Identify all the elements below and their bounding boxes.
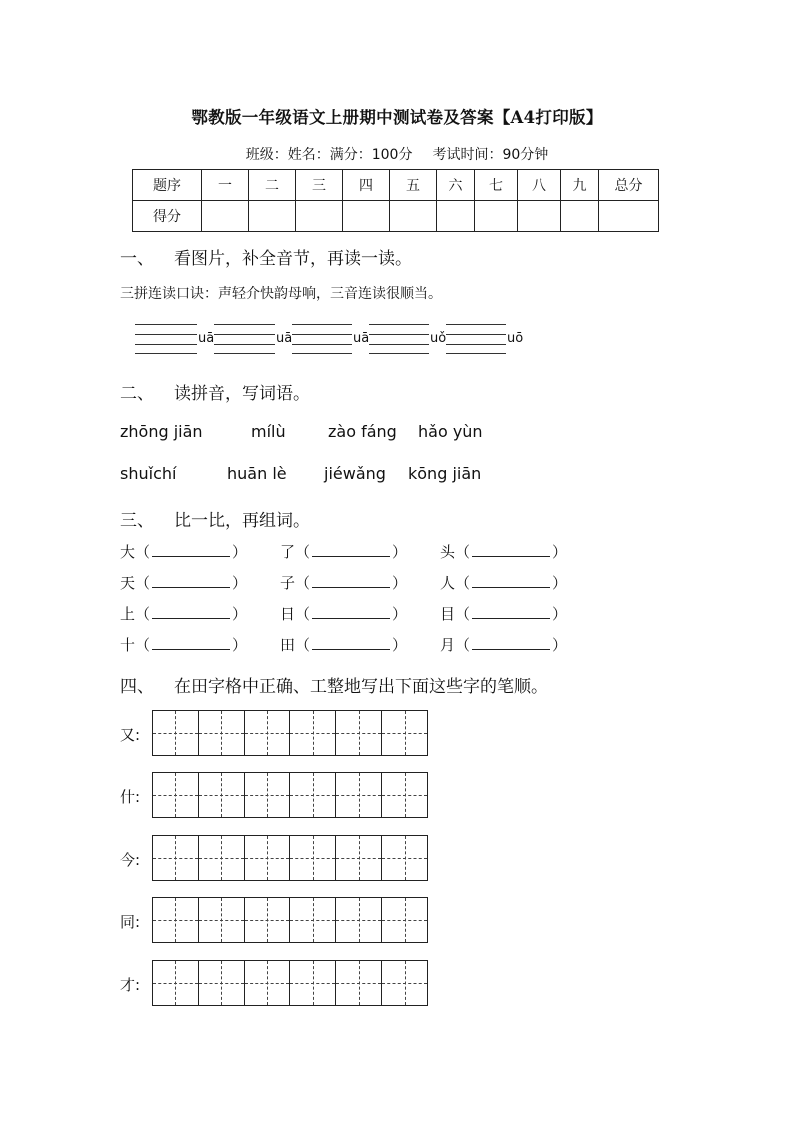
tianzige-cell[interactable] [245,711,291,755]
compare-char: 了 [280,543,296,561]
pinyin-word: zhōng jiān [120,422,203,441]
table-cell: 四 [343,170,390,201]
pinyin-write-line[interactable] [369,324,429,354]
section-number: 三、 [120,511,154,531]
tianzige-cell[interactable] [382,836,427,880]
paren-open: （ [295,636,311,654]
tianzige-cell[interactable] [199,711,245,755]
tianzige-cell[interactable] [336,961,382,1005]
section-title: 看图片，补全音节，再读一读。 [174,249,412,269]
stroke-char-label: 又: [120,726,141,744]
paren-open: （ [295,543,311,561]
answer-blank[interactable] [312,604,390,619]
stroke-char-label: 才: [120,976,141,994]
stroke-char-label: 什: [120,788,141,806]
exam-info [0,144,794,164]
score-input-cell[interactable] [475,201,518,232]
compare-char: 日 [280,605,296,623]
tianzige-cell[interactable] [290,836,336,880]
answer-blank[interactable] [312,573,390,588]
paren-open: （ [135,543,151,561]
section-number: 二、 [120,384,154,404]
pinyin-write-line[interactable] [214,324,275,354]
paren-close: ） [392,636,408,654]
paren-open: （ [455,636,471,654]
compare-char: 子 [280,574,296,592]
compare-item [120,603,247,624]
compare-item [280,572,407,593]
pinyin-write-line[interactable] [135,324,197,354]
paren-open: （ [455,574,471,592]
score-table [132,169,659,232]
pinyin-blank-row [135,324,535,356]
answer-blank[interactable] [152,542,230,557]
answer-blank[interactable] [152,635,230,650]
final-label: uō [507,331,524,346]
page-title: 鄂教版一年级语文上册期中测试卷及答案【A4打印版】 [191,108,603,127]
tianzige-cell[interactable] [336,836,382,880]
pinyin-word: shuǐchí [120,464,177,483]
final-label: uǒ [430,331,447,346]
exam-time: 考试时间：90分钟 [432,147,549,163]
tianzige-cell[interactable] [199,836,245,880]
paren-open: （ [295,574,311,592]
compare-char: 上 [120,605,136,623]
tianzige-cell[interactable] [382,773,427,817]
tianzige-cell[interactable] [199,773,245,817]
tianzige-row[interactable] [152,710,428,756]
tianzige-cell[interactable] [245,836,291,880]
final-label: uā [353,331,370,346]
section-2-heading [120,379,310,404]
compare-item [120,541,247,562]
answer-blank[interactable] [472,604,550,619]
compare-char: 十 [120,636,136,654]
tianzige-cell[interactable] [153,898,199,942]
score-input-cell[interactable] [599,201,659,232]
paren-close: ） [552,574,568,592]
score-input-cell[interactable] [202,201,249,232]
compare-char: 月 [440,636,456,654]
paren-open: （ [135,605,151,623]
paren-close: ） [552,636,568,654]
paren-close: ） [232,574,248,592]
paren-close: ） [392,574,408,592]
score-input-cell[interactable] [249,201,296,232]
pinyin-word: jiéwǎng [324,464,386,483]
score-input-cell[interactable] [296,201,343,232]
pinyin-write-line[interactable] [446,324,506,354]
compare-item [120,572,247,593]
answer-blank[interactable] [152,573,230,588]
tianzige-cell[interactable] [153,711,199,755]
answer-blank[interactable] [472,542,550,557]
final-label: uā [276,331,293,346]
tianzige-cell[interactable] [290,711,336,755]
tianzige-row[interactable] [152,772,428,818]
table-cell: 三 [296,170,343,201]
answer-blank[interactable] [472,573,550,588]
answer-blank[interactable] [472,635,550,650]
section-4-heading [120,672,548,697]
pinyin-word: hǎo yùn [418,422,483,441]
table-cell: 七 [475,170,518,201]
compare-char: 大 [120,543,136,561]
score-input-cell[interactable] [390,201,437,232]
tianzige-cell[interactable] [153,773,199,817]
section-3-heading [120,506,310,531]
tianzige-cell[interactable] [290,898,336,942]
section-title: 比一比，再组词。 [174,511,310,531]
tianzige-cell[interactable] [336,898,382,942]
paren-open: （ [135,574,151,592]
paren-open: （ [455,605,471,623]
compare-item [120,634,247,655]
stroke-char-label: 同: [120,913,141,931]
stroke-char-label: 今: [120,851,141,869]
paren-open: （ [455,543,471,561]
pinyin-write-line[interactable] [292,324,352,354]
tianzige-cell[interactable] [290,961,336,1005]
rhyme-text: 三拼连读口诀：声轻介快韵母响，三音连读很顺当。 [120,286,442,302]
compare-item [440,572,567,593]
section-title: 在田字格中正确、工整地写出下面这些字的笔顺。 [174,677,548,697]
score-input-cell[interactable] [343,201,390,232]
score-table-score-row [133,201,659,232]
tianzige-row[interactable] [152,897,428,943]
answer-blank[interactable] [312,542,390,557]
paren-close: ） [552,605,568,623]
paren-close: ） [232,636,248,654]
section-number: 四、 [120,677,154,697]
table-cell: 五 [390,170,437,201]
paren-close: ） [232,543,248,561]
final-label: uā [198,331,215,346]
paren-open: （ [295,605,311,623]
tianzige-cell[interactable] [199,898,245,942]
tianzige-cell[interactable] [382,898,427,942]
paren-close: ） [392,605,408,623]
section-1-heading [120,244,412,269]
table-cell: 九 [561,170,599,201]
compare-item [280,603,407,624]
answer-blank[interactable] [312,635,390,650]
compare-item [440,603,567,624]
score-input-cell[interactable] [561,201,599,232]
tianzige-cell[interactable] [290,773,336,817]
answer-blank[interactable] [152,604,230,619]
section-title: 读拼音，写词语。 [174,384,310,404]
tianzige-cell[interactable] [336,773,382,817]
compare-item [280,634,407,655]
table-cell: 八 [518,170,561,201]
tianzige-cell[interactable] [382,961,427,1005]
tianzige-row[interactable] [152,960,428,1006]
pinyin-word: mílù [251,422,286,441]
table-cell: 总分 [599,170,659,201]
tianzige-row[interactable] [152,835,428,881]
paren-open: （ [135,636,151,654]
pinyin-word: kōng jiān [408,464,482,483]
compare-char: 目 [440,605,456,623]
compare-char: 田 [280,636,296,654]
pinyin-word: huān lè [227,464,287,483]
score-table-header-row [133,170,659,201]
tianzige-cell[interactable] [336,711,382,755]
compare-item [280,541,407,562]
tianzige-cell[interactable] [199,961,245,1005]
paren-close: ） [392,543,408,561]
class-name-score: 班级：姓名：满分：100分 [245,147,413,163]
score-input-cell[interactable] [518,201,561,232]
table-cell: 六 [437,170,475,201]
table-cell: 二 [249,170,296,201]
compare-char: 头 [440,543,456,561]
paren-close: ） [552,543,568,561]
table-cell: 一 [202,170,249,201]
compare-char: 天 [120,574,136,592]
tianzige-cell[interactable] [245,773,291,817]
tianzige-cell[interactable] [382,711,427,755]
score-input-cell[interactable] [437,201,475,232]
pinyin-word: zào fáng [328,422,397,441]
paren-close: ） [232,605,248,623]
compare-char: 人 [440,574,456,592]
tianzige-cell[interactable] [153,961,199,1005]
tianzige-cell[interactable] [153,836,199,880]
tianzige-cell[interactable] [245,898,291,942]
section-number: 一、 [120,249,154,269]
compare-item [440,541,567,562]
tianzige-cell[interactable] [245,961,291,1005]
table-cell: 题序 [133,170,202,201]
table-cell: 得分 [133,201,202,232]
compare-item [440,634,567,655]
